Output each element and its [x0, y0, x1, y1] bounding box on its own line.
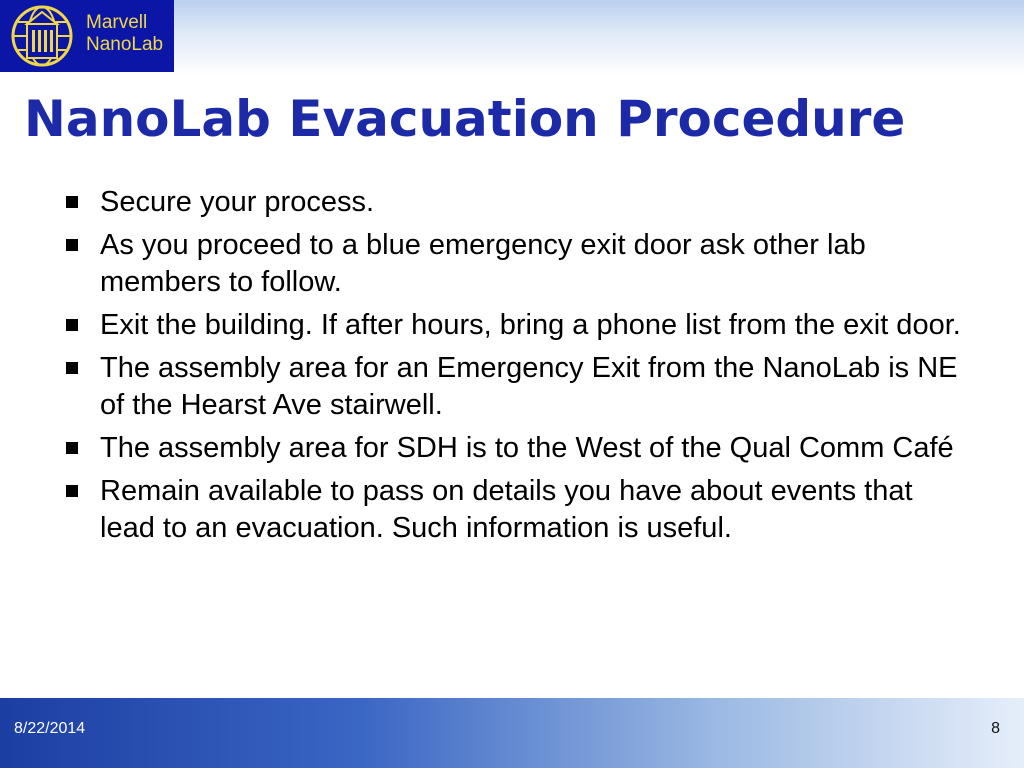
page-number: 8	[991, 720, 1000, 737]
bullet-item	[64, 473, 964, 547]
square-bullet-icon	[66, 485, 78, 497]
bullet-item	[64, 184, 964, 221]
footer-band	[0, 698, 1024, 768]
logo-line-1: Marvell	[86, 12, 148, 33]
slide-title: NanoLab Evacuation Procedure	[24, 90, 906, 148]
bullet-text: Remain available to pass on details you have about events that lead to an evacuation. Such information is useful.	[100, 475, 913, 544]
bullet-text: The assembly area for an Emergency Exit from the NanoLab is NE of the Hearst Ave stairwell.	[100, 352, 958, 421]
bullet-item	[64, 430, 964, 467]
logo-line-2: NanoLab	[86, 34, 164, 55]
footer-date: 8/22/2014	[14, 720, 86, 737]
bullet-text: As you proceed to a blue emergency exit door ask other lab members to follow.	[100, 229, 866, 298]
bullet-text: Exit the building. If after hours, bring a phone list from the exit door.	[100, 309, 961, 341]
square-bullet-icon	[66, 239, 78, 251]
bullet-text: Secure your process.	[100, 186, 375, 218]
square-bullet-icon	[66, 196, 78, 208]
square-bullet-icon	[66, 362, 78, 374]
bullet-item	[64, 307, 964, 344]
bullet-list	[64, 184, 964, 553]
bullet-item	[64, 350, 964, 424]
bullet-item	[64, 227, 964, 301]
bullet-text: The assembly area for SDH is to the West of the Qual Comm Café	[100, 432, 954, 464]
marvell-nanolab-logo	[0, 0, 174, 72]
square-bullet-icon	[66, 319, 78, 331]
square-bullet-icon	[66, 442, 78, 454]
globe-building-icon	[5, 4, 79, 68]
logo-text	[86, 12, 163, 56]
